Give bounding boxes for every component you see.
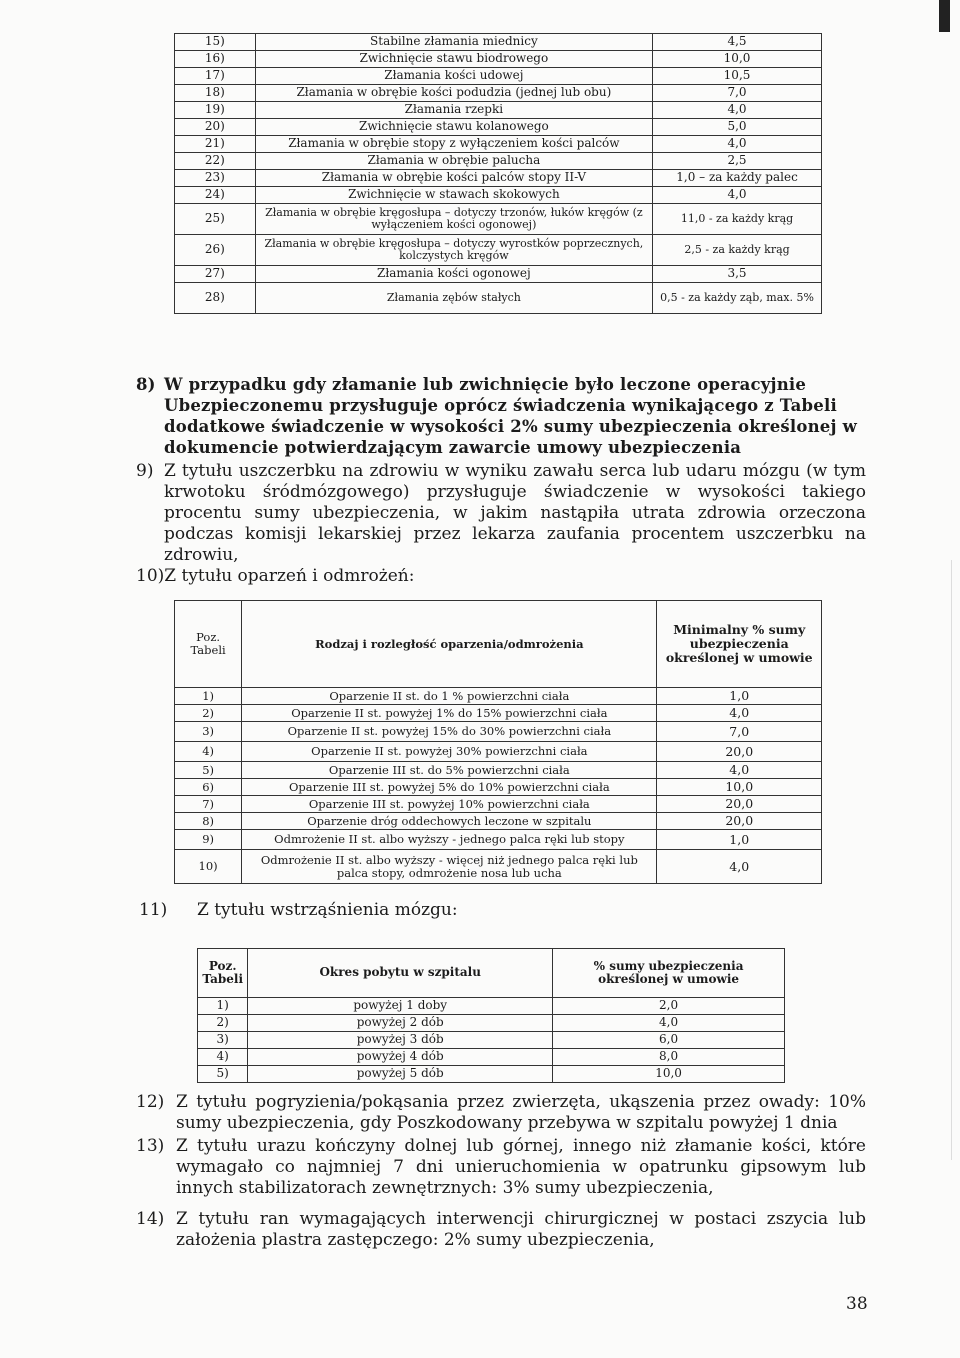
column-header-position: Poz. Tabeli [198, 949, 248, 998]
row-number: 16) [175, 51, 256, 68]
paragraph-text: Z tytułu urazu kończyny dolnej lub górnej, innego niż złamanie kości, które wymagało co najmniej 7 dni unieruchomienia w opatrunku gipsowym lub innych stabilizatorach zewnętrznych: 3% sumy ubezpieczenia, [176, 1136, 866, 1198]
table-row [175, 762, 822, 779]
table-row [175, 813, 822, 830]
row-value: 2,5 [653, 153, 822, 170]
table-row [175, 830, 822, 850]
row-description: Oparzenie III st. powyżej 10% powierzchni ciała [242, 796, 657, 813]
row-number: 8) [175, 813, 242, 830]
row-description: Oparzenie II st. do 1 % powierzchni ciała [242, 688, 657, 705]
table-row [175, 136, 822, 153]
row-value: 10,0 [657, 779, 822, 796]
row-number: 23) [175, 170, 256, 187]
row-description: Złamania kości ogonowej [255, 266, 652, 283]
row-number: 10) [175, 850, 242, 884]
row-number: 27) [175, 266, 256, 283]
row-description: Złamania w obrębie kręgosłupa – dotyczy wyrostków poprzecznych, kolczystych kręgów [255, 235, 652, 266]
page-number: 38 [846, 1294, 868, 1314]
row-number: 21) [175, 136, 256, 153]
fracture-benefit-table [174, 33, 822, 314]
table-row [175, 85, 822, 102]
paragraph-number: 11) [139, 900, 168, 920]
row-number: 19) [175, 102, 256, 119]
table-row [175, 204, 822, 235]
table-header-row [175, 601, 822, 688]
row-number: 7) [175, 796, 242, 813]
paragraph-text: Z tytułu pogryzienia/pokąsania przez zwierzęta, ukąszenia przez owady: 10% sumy ubezpieczenia, gdy Poszkodowany przebywa w szpitalu powyżej 1 dnia [176, 1092, 866, 1133]
row-value: 3,5 [653, 266, 822, 283]
row-value: 20,0 [657, 813, 822, 830]
table-row [175, 235, 822, 266]
row-value: 10,5 [653, 68, 822, 85]
row-description: Oparzenie II st. powyżej 30% powierzchni ciała [242, 742, 657, 762]
row-value: 4,0 [653, 136, 822, 153]
row-value: 6,0 [553, 1032, 785, 1049]
row-number: 24) [175, 187, 256, 204]
row-description: Złamania kości udowej [255, 68, 652, 85]
paragraph-text: Z tytułu wstrząśnienia mózgu: [197, 900, 458, 920]
row-number: 26) [175, 235, 256, 266]
row-description: Zwichnięcie w stawach skokowych [255, 187, 652, 204]
row-value: 1,0 [657, 688, 822, 705]
paragraph-number: 14) [136, 1209, 165, 1229]
row-value: 0,5 - za każdy ząb, max. 5% [653, 283, 822, 314]
table-row [175, 283, 822, 314]
paragraph-12 [136, 1092, 866, 1134]
row-description: Złamania w obrębie palucha [255, 153, 652, 170]
row-number: 5) [175, 762, 242, 779]
row-value: 2,5 - za każdy krąg [653, 235, 822, 266]
row-value: 4,5 [653, 34, 822, 51]
concussion-table [197, 948, 785, 1083]
row-number: 4) [198, 1049, 248, 1066]
row-number: 25) [175, 204, 256, 235]
row-value: 4,0 [657, 850, 822, 884]
column-header-position: Poz. Tabeli [175, 601, 242, 688]
row-value: 4,0 [657, 705, 822, 722]
table-row [175, 187, 822, 204]
row-number: 3) [175, 722, 242, 742]
table-row [198, 1049, 785, 1066]
table-row [175, 34, 822, 51]
table-row [175, 688, 822, 705]
table-row [175, 705, 822, 722]
paragraph-text: Z tytułu oparzeń i odmrożeń: [164, 566, 415, 586]
row-description: Oparzenie dróg oddechowych leczone w szpitalu [242, 813, 657, 830]
row-description: powyżej 4 dób [248, 1049, 553, 1066]
row-description: powyżej 2 dób [248, 1015, 553, 1032]
row-description: powyżej 3 dób [248, 1032, 553, 1049]
row-description: powyżej 1 doby [248, 998, 553, 1015]
row-value: 4,0 [653, 187, 822, 204]
row-number: 4) [175, 742, 242, 762]
scan-edge-line [951, 560, 952, 1160]
section-11-heading [139, 900, 458, 920]
paragraph-13 [136, 1136, 866, 1199]
row-value: 4,0 [653, 102, 822, 119]
table-row [175, 119, 822, 136]
row-value: 20,0 [657, 796, 822, 813]
row-value: 10,0 [553, 1066, 785, 1083]
row-value: 10,0 [653, 51, 822, 68]
row-description: Złamania zębów stałych [255, 283, 652, 314]
table-row [198, 998, 785, 1015]
table-header-row [198, 949, 785, 998]
row-value: 4,0 [553, 1015, 785, 1032]
row-description: Oparzenie III st. do 5% powierzchni ciała [242, 762, 657, 779]
row-number: 15) [175, 34, 256, 51]
row-number: 20) [175, 119, 256, 136]
row-value: 1,0 – za każdy palec [653, 170, 822, 187]
row-value: 5,0 [653, 119, 822, 136]
paragraph-text: Z tytułu uszczerbku na zdrowiu w wyniku zawału serca lub udaru mózgu (w tym krwotoku śródmózgowego) przysługuje świadczenie w wysokości takiego procentu sumy ubezpieczenia, w jakim nastąpiła utrata zdrowia orzeczona podczas komisji lekarskiej przez lekarza zaufania procentem uszczerbku na zdrowiu, [164, 461, 866, 565]
row-number: 28) [175, 283, 256, 314]
paragraph-number: 10) [136, 566, 165, 586]
table-row [175, 266, 822, 283]
row-value: 4,0 [657, 762, 822, 779]
table-row [198, 1066, 785, 1083]
table-row [175, 170, 822, 187]
row-description: Odmrożenie II st. albo wyższy - więcej niż jednego palca ręki lub palca stopy, odmrożenie nosa lub ucha [242, 850, 657, 884]
row-value: 2,0 [553, 998, 785, 1015]
row-number: 1) [198, 998, 248, 1015]
row-value: 1,0 [657, 830, 822, 850]
row-description: Złamania w obrębie kości palców stopy II-V [255, 170, 652, 187]
row-description: Złamania rzepki [255, 102, 652, 119]
row-value: 11,0 - za każdy krąg [653, 204, 822, 235]
paragraph-14 [136, 1209, 866, 1251]
paragraph-number: 12) [136, 1092, 165, 1112]
row-description: Oparzenie II st. powyżej 15% do 30% powierzchni ciała [242, 722, 657, 742]
table-row [175, 742, 822, 762]
row-description: Zwichnięcie stawu biodrowego [255, 51, 652, 68]
row-value: 7,0 [657, 722, 822, 742]
row-number: 2) [175, 705, 242, 722]
table-row [175, 850, 822, 884]
row-value: 20,0 [657, 742, 822, 762]
row-number: 18) [175, 85, 256, 102]
row-value: 8,0 [553, 1049, 785, 1066]
table-row [175, 153, 822, 170]
paragraph-8 [136, 374, 866, 458]
row-description: Złamania w obrębie stopy z wyłączeniem kości palców [255, 136, 652, 153]
row-number: 9) [175, 830, 242, 850]
row-number: 5) [198, 1066, 248, 1083]
table-row [175, 51, 822, 68]
row-number: 3) [198, 1032, 248, 1049]
table-row [175, 68, 822, 85]
row-description: powyżej 5 dób [248, 1066, 553, 1083]
paragraph-text: Z tytułu ran wymagających interwencji chirurgicznej w postaci zszycia lub założenia plastra zastępczego: 2% sumy ubezpieczenia, [176, 1209, 866, 1250]
row-value: 7,0 [653, 85, 822, 102]
row-number: 2) [198, 1015, 248, 1032]
scan-mark [939, 0, 950, 32]
row-description: Złamania w obrębie kości podudzia (jednej lub obu) [255, 85, 652, 102]
table-row [198, 1032, 785, 1049]
row-number: 22) [175, 153, 256, 170]
row-description: Zwichnięcie stawu kolanowego [255, 119, 652, 136]
paragraph-9 [136, 461, 866, 566]
row-number: 17) [175, 68, 256, 85]
column-header-type: Rodzaj i rozległość oparzenia/odmrożenia [242, 601, 657, 688]
row-description: Odmrożenie II st. albo wyższy - jednego palca ręki lub stopy [242, 830, 657, 850]
table-row [175, 722, 822, 742]
row-number: 6) [175, 779, 242, 796]
paragraph-number: 8) [136, 375, 156, 394]
row-description: Złamania w obrębie kręgosłupa – dotyczy trzonów, łuków kręgów (z wyłączeniem kości ogonowej) [255, 204, 652, 235]
row-description: Stabilne złamania miednicy [255, 34, 652, 51]
column-header-period: Okres pobytu w szpitalu [248, 949, 553, 998]
table-row [175, 102, 822, 119]
burns-frostbite-table [174, 600, 822, 884]
table-row [198, 1015, 785, 1032]
table-row [175, 796, 822, 813]
paragraph-number: 9) [136, 461, 154, 481]
column-header-percent: % sumy ubezpieczenia określonej w umowie [553, 949, 785, 998]
row-description: Oparzenie II st. powyżej 1% do 15% powierzchni ciała [242, 705, 657, 722]
paragraph-10 [136, 566, 866, 587]
paragraph-number: 13) [136, 1136, 165, 1156]
table-row [175, 779, 822, 796]
row-number: 1) [175, 688, 242, 705]
row-description: Oparzenie III st. powyżej 5% do 10% powierzchni ciała [242, 779, 657, 796]
paragraph-text: W przypadku gdy złamanie lub zwichnięcie było leczone operacyjnie Ubezpieczonemu przysługuje oprócz świadczenia wynikającego z Tabeli dodatkowe świadczenie w wysokości 2% sumy ubezpieczenia określonej w dokumencie potwierdzającym zawarcie umowy ubezpieczenia [164, 375, 858, 457]
column-header-percent: Minimalny % sumy ubezpieczenia określonej w umowie [657, 601, 822, 688]
